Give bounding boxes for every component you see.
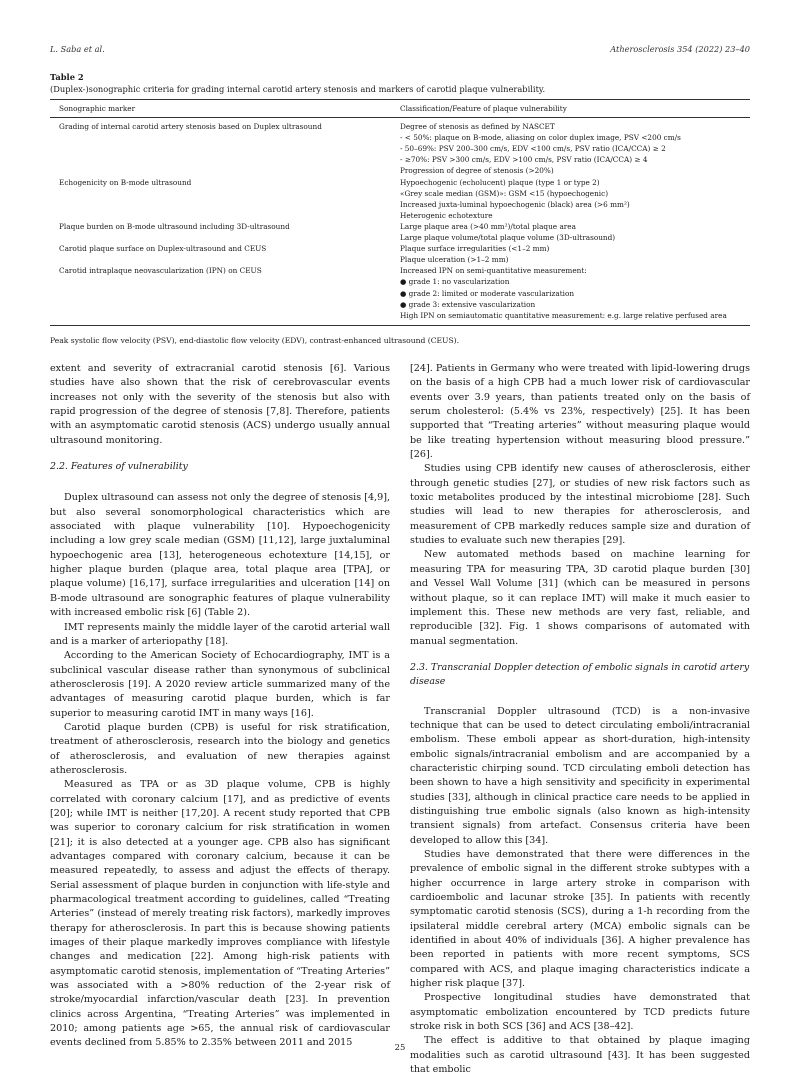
feature-line: Heterogenic echotexture	[400, 210, 493, 220]
feature-line: Increased IPN on semi-quantitative measurement:	[400, 266, 587, 276]
feature-line: Increased juxta-luminal hypoechogenic (black) area (>6 mm²)	[400, 199, 630, 209]
feature-line: - ≥70%: PSV >300 cm/s, EDV >100 cm/s, PSV ratio (ICA/CCA) ≥ 4	[400, 155, 648, 165]
sonographic-criteria-table	[50, 99, 750, 326]
table-row	[50, 243, 750, 265]
table-cell-marker: Grading of internal carotid artery stenosis based on Duplex ultrasound	[59, 122, 322, 132]
table-cell-marker: Carotid plaque surface on Duplex-ultrasound and CEUS	[59, 244, 267, 254]
section-heading-2-2: 2.2. Features of vulnerability	[50, 461, 188, 473]
right-column	[410, 362, 750, 1078]
table-cell-marker: Echogenicity on B-mode ultrasound	[59, 177, 192, 187]
running-head	[50, 44, 750, 58]
table-row	[50, 177, 750, 221]
feature-line: Progression of degree of stenosis (>20%)	[400, 166, 554, 176]
feature-line: Degree of stenosis as defined by NASCET	[400, 122, 555, 132]
feature-line: Large plaque volume/total plaque volume (3D-ultrasound)	[400, 233, 616, 243]
table-title: (Duplex-)sonographic criteria for grading internal carotid artery stenosis and markers of carotid plaque vulnerability.	[50, 84, 546, 94]
feature-line: Plaque ulceration (>1–2 mm)	[400, 255, 509, 265]
feature-line: - 50–69%: PSV 200–300 cm/s, EDV <100 cm/s, PSV ratio (ICA/CCA) ≥ 2	[400, 144, 666, 154]
feature-line: Large plaque area (>40 mm²)/total plaque area	[400, 221, 576, 231]
table-cell-marker: Carotid intraplaque neovascularization (IPN) on CEUS	[50, 265, 400, 325]
table-cell-marker: Plaque burden on B-mode ultrasound including 3D-ultrasound	[59, 221, 290, 231]
body-paragraph: According to the American Society of Echocardiography, IMT is a subclinical vascular disease rather than synonymous of subclinical atherosclerosis [19]. A 2020 review article summarized many of the advantages of measuring carotid plaque burden, which is far superior to measuring carotid IMT in many ways [16].	[50, 650, 390, 719]
feature-line: High IPN on semiautomatic quantitative measurement: e.g. large relative perfused area	[400, 310, 727, 320]
body-paragraph: Prospective longitudinal studies have demonstrated that asymptomatic embolization encountered by TCD predicts future stroke risk in both SCS [36] and ACS [38–42].	[410, 992, 750, 1033]
table-cell-features	[400, 177, 750, 221]
body-paragraph: extent and severity of extracranial carotid stenosis [6]. Various studies have also shown that the risk of cerebrovascular events increases not only with the severity of the stenosis but also with rapid progression of the degree of stenosis [7,8]. Therefore, patients with an asymptomatic carotid stenosis (ACS) undergo usually annual ultrasound monitoring.	[50, 363, 390, 446]
body-paragraph: IMT represents mainly the middle layer of the carotid arterial wall and is a marker of arteriopathy [18].	[50, 621, 390, 647]
table-row	[50, 118, 750, 177]
section-heading-2-3: 2.3. Transcranial Doppler detection of embolic signals in carotid artery disease	[410, 661, 750, 688]
body-paragraph: Carotid plaque burden (CPB) is useful for risk stratification, treatment of atherosclerosis, research into the biology and genetics of atherosclerosis, and evaluation of new therapies against atherosclerosis.	[50, 721, 390, 776]
table-cell-features	[400, 118, 750, 177]
table-cell-features	[400, 265, 750, 325]
table-header-classification: Classification/Feature of plaque vulnerability	[400, 100, 750, 118]
feature-line: Hypoechogenic (echolucent) plaque (type 1 or type 2)	[400, 177, 600, 187]
table-row	[50, 265, 750, 325]
body-paragraph: New automated methods based on machine learning for measuring TPA for measuring TPA, 3D carotid plaque burden [30] and Vessel Wall Volume [31] (which can be measured in persons without plaque, so it can replace IMT) will make it much easier to implement this. These new methods are very fast, reliable, and reproducible [32]. Fig. 1 shows comparisons of automated with manual segmentation.	[410, 549, 750, 647]
table-cell-features	[400, 221, 750, 243]
body-paragraph: Studies have demonstrated that there were differences in the prevalence of embolic signal in the different stroke subtypes with a higher occurrence in large artery stroke in comparison with cardioembolic and lacunar stroke [35]. In patients with recently symptomatic carotid stenosis (SCS), during a 1-h recording from the ipsilateral middle cerebral artery (MCA) embolic signals can be identified in about 40% of individuals [36]. A higher prevalence has been reported in patients with more recent symptoms, SCS compared with ACS, and plaque imaging characteristics indicate a higher risk plaque [37].	[410, 849, 750, 990]
feature-line: «Grey scale median (GSM)»: GSM <15 (hypoechogenic)	[400, 188, 609, 198]
table-header-row	[50, 100, 750, 118]
table-cell-features	[400, 243, 750, 265]
body-paragraph: Transcranial Doppler ultrasound (TCD) is a non-invasive technique that can be used to detect circulating emboli/intracranial embolism. These emboli appear as short-duration, high-intensity embolic signals/intracranial embolism and are accompanied by a characteristic chirping sound. TCD circulating emboli detection has been shown to have a high sensitivity and specificity in experimental studies [33], although in clinical practice care needs to be applied in distinguishing true embolic signals (also known as high-intensity transient signals) from artefact. Consensus criteria have been developed to allow this [34].	[410, 705, 750, 846]
table-row	[50, 221, 750, 243]
feature-line: - < 50%: plaque on B-mode, aliasing on color duplex image, PSV <200 cm/s	[400, 133, 681, 143]
body-paragraph: The effect is additive to that obtained by plaque imaging modalities such as carotid ultrasound [43]. It has been suggested that embolic	[410, 1035, 750, 1076]
body-paragraph: Measured as TPA or as 3D plaque volume, CPB is highly correlated with coronary calcium [17], and as predictive of events [20]; while IMT is neither [17,20]. A recent study reported that CPB was superior to coronary calcium for risk stratification in women [21]; it is also detected at a younger age. CPB also has significant advantages compared with coronary calcium, because it can be measured repeatedly, to assess and adjust the effects of therapy. Serial assessment of plaque burden in conjunction with life-style and pharmacological treatment according to guidelines, called “Treating Arteries” (instead of merely treating risk factors), markedly improves therapy for atherosclerosis. In part this is because showing patients images of their plaque markedly improves compliance with lifestyle changes and medication [22]. Among high-risk patients with asymptomatic carotid stenosis, implementation of “Treating Arteries” was associated with a >80% reduction of the 2-year risk of stroke/myocardial infarction/vascular death [23]. In prevention clinics across Argentina, “Treating Arteries” was implemented in 2010; among patients age >65, the annual risk of cardiovascular events declined from 5.85% to 2.35% between 2011 and 2015	[50, 779, 390, 1049]
running-head-journal[interactable]: Atherosclerosis 354 (2022) 23–40	[610, 44, 750, 54]
table-2	[50, 99, 750, 326]
feature-line: Plaque surface irregularities (<1–2 mm)	[400, 244, 550, 254]
feature-line: ● grade 2: limited or moderate vascularization	[400, 288, 575, 298]
body-paragraph: Duplex ultrasound can assess not only the degree of stenosis [4,9], but also several sonomorphological characteristics which are associated with plaque vulnerability [10]. Hypoechogenicity including a low grey scale median (GSM) [11,12], large juxtaluminal hypoechogenic area [13], heterogeneous echotexture [14,15], or higher plaque burden (plaque area, total plaque area [TPA], or plaque volume) [16,17], surface irregularities and ulceration [14] on B-mode ultrasound are sonographic features of plaque vulnerability with increased embolic risk [6] (Table 2).	[50, 492, 390, 619]
table-header-sonographic-marker: Sonographic marker	[50, 100, 400, 118]
feature-line: ● grade 1: no vascularization	[400, 277, 510, 287]
running-head-authors: L. Saba et al.	[50, 44, 105, 54]
table-caption	[50, 71, 750, 95]
page-number: 25	[394, 1042, 406, 1052]
left-column	[50, 362, 390, 1051]
table-label: Table 2	[50, 72, 84, 82]
table-footnote: Peak systolic flow velocity (PSV), end-diastolic flow velocity (EDV), contrast-enhanced ultrasound (CEUS).	[50, 336, 460, 345]
feature-line: ● grade 3: extensive vascularization	[400, 299, 536, 309]
body-paragraph: [24]. Patients in Germany who were treated with lipid-lowering drugs on the basis of a high CPB had a much lower risk of cardiovascular events over 3.9 years, than patients treated only on the basis of serum cholesterol: (5.4% vs 23%, respectively) [25]. It has been supported that “Treating arteries” without measuring plaque would be like treating hypertension without measuring blood pressure.” [26].	[410, 363, 750, 461]
body-paragraph: Studies using CPB identify new causes of atherosclerosis, either through genetic studies [27], or studies of new risk factors such as toxic metabolites produced by the intestinal microbiome [28]. Such studies will lead to new therapies for atherosclerosis, and measurement of CPB markedly reduces sample size and duration of studies to evaluate such new therapies [29].	[410, 463, 750, 547]
